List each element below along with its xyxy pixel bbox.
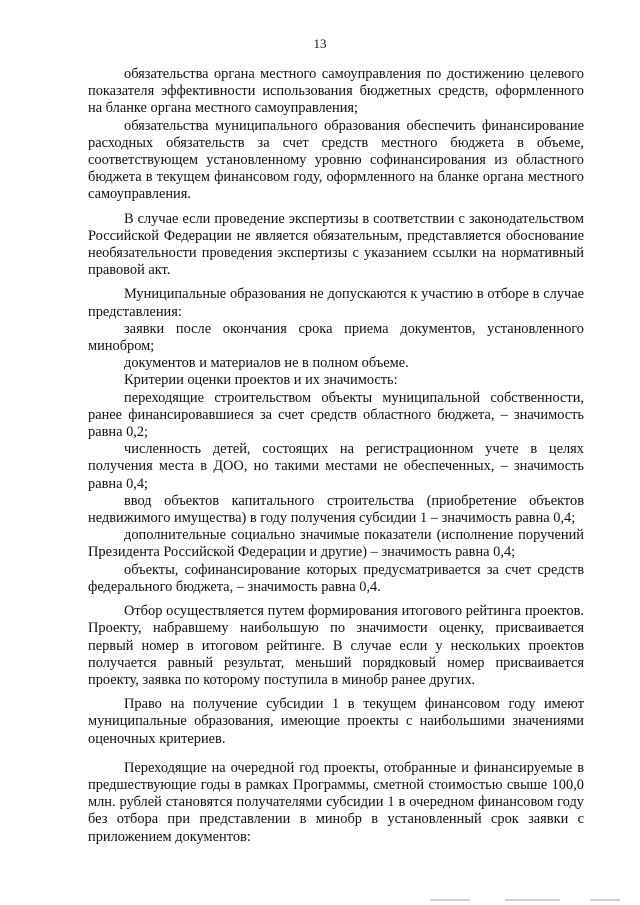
scan-artifact [505, 899, 560, 901]
page-number: 13 [313, 36, 327, 51]
paragraph-target-indicator-obligation: обязательства органа местного самоуправления по достижению целевого показателя эффективности использования бюджетных средств, оформленного на бланке органа местного самоуправления; [88, 66, 584, 117]
paragraph-criterion-children-count: численность детей, состоящих на регистрационном учете в целях получения места в ДОО, но такими местами не обеспеченных, – значимость равна 0,4; [88, 441, 584, 492]
paragraph-exclusion-conditions: Муниципальные образования не допускаются к участию в отборе в случае представления: [88, 286, 584, 320]
paragraph-late-application: заявки после окончания срока приема документов, установленного минобром; [88, 320, 584, 355]
paragraph-subsidy-right: Право на получение субсидии 1 в текущем финансовом году имеют муниципальные образования, имеющие проекты с наибольшими значениями оценочных критериев. [88, 696, 584, 747]
paragraph-evaluation-criteria: Критерии оценки проектов и их значимость: [124, 372, 398, 389]
paragraph-criterion-federal-cofinancing: объекты, софинансирование которых предусматривается за счет средств федерального бюджета, – значимость равна 0,4. [88, 561, 584, 595]
document-body [88, 66, 584, 846]
paragraph-incomplete-documents: документов и материалов не в полном объеме. [124, 355, 409, 372]
paragraph-criterion-commissioning: ввод объектов капитального строительства (приобретение объектов недвижимого имущества) в году получения субсидии 1 – значимость равна 0,4; [88, 492, 584, 527]
paragraph-criterion-additional-indicators: дополнительные социально значимые показатели (исполнение поручений Президента Российской Федерации и другие) – значимость равна 0,4; [88, 527, 584, 561]
paragraph-cofinancing-obligation: обязательства муниципального образования обеспечить финансирование расходных обязательств за счет средств местного бюджета в объеме, соответствующем установленному уровню софинансирования из областного бюджета в текущем финансовом году, оформленного на бланке органа местного самоуправления. [88, 117, 584, 203]
paragraph-rating-procedure: Отбор осуществляется путем формирования итогового рейтинга проектов. Проекту, набравшему наибольшую по значимости оценку, присваивается первый номер в итоговом рейтинге. В случае если у нескольких проектов получается равный результат, меньший порядковый номер присваивается проекту, заявка по которому поступила в минобр ранее других. [88, 603, 584, 688]
paragraph-expertise-justification: В случае если проведение экспертизы в соответствии с законодательством Российской Федерации не является обязательным, представляется обоснование необязательности проведения экспертизы с указанием ссылки на нормативный правовой акт. [88, 210, 584, 279]
paragraph-criterion-transitional-objects: переходящие строительством объекты муниципальной собственности, ранее финансировавшиеся за счет средств областного бюджета, – значимость равна 0,2; [88, 389, 584, 441]
paragraph-transitional-projects: Переходящие на очередной год проекты, отобранные и финансируемые в предшествующие годы в рамках Программы, сметной стоимостью свыше 100,0 млн. рублей становятся получателями субсидии 1 в очередном финансовом году без отбора при представлении в минобр в установленный срок заявки с приложением документов: [88, 759, 584, 845]
scan-artifact [590, 899, 620, 901]
scan-artifact [430, 899, 470, 901]
